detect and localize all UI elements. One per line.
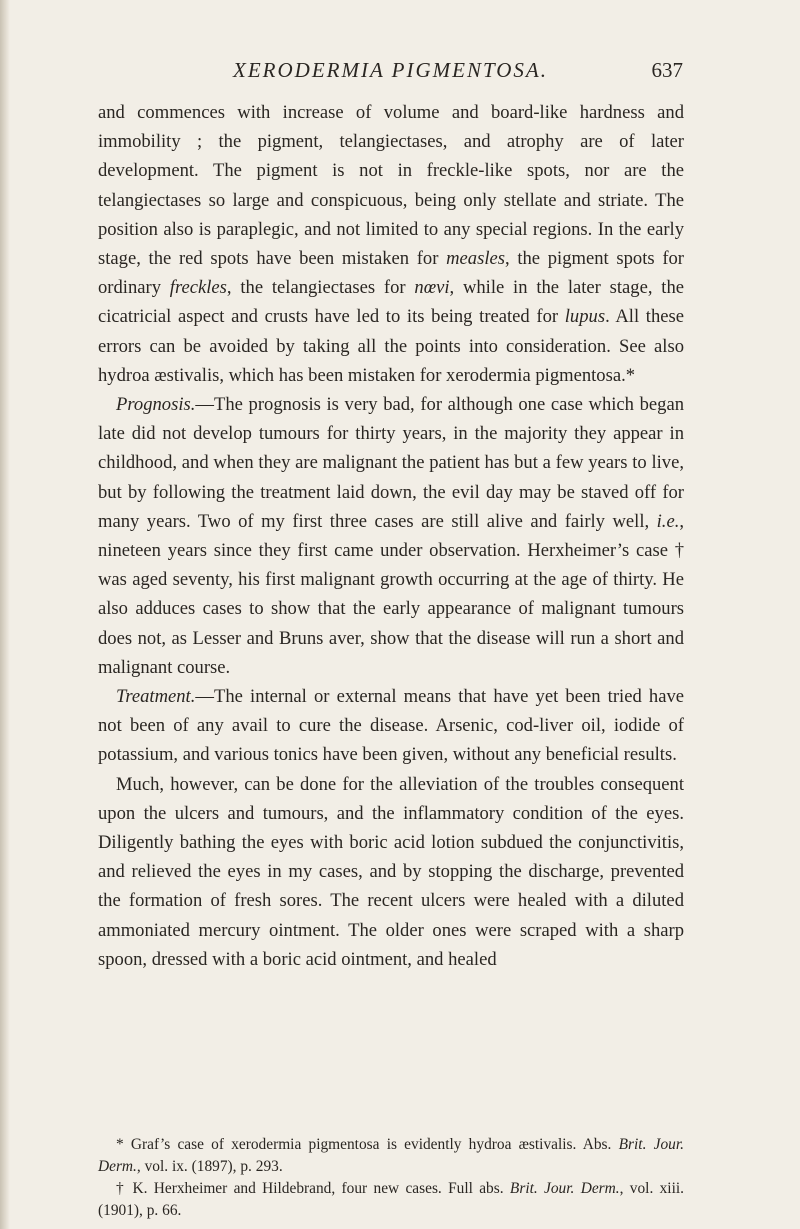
- paragraph-alleviation: Much, however, can be done for the alleviation of the troubles consequent upon the ulcers and tumours, and the inflammatory condition of the eyes. Diligently bathing the eyes with boric acid lotion subdued the conjunctivitis, and relieved the eyes in my cases, and by stopping the discharge, prevented the formation of fresh sores. The recent ulcers were healed with a diluted ammoniated mercury ointment. The older ones were scraped with a sharp spoon, dressed with a boric acid ointment, and healed: [98, 773, 684, 970]
- footnote-asterisk: * Graf’s case of xerodermia pigmentosa is evidently hydroa æstivalis. Abs. Brit. Jour. Derm., vol. ix. (1897), p. 293.: [98, 1136, 684, 1175]
- page-edge-shadow: [0, 0, 10, 1229]
- page-number: 637: [651, 58, 683, 82]
- prognosis-heading: Prognosis.: [116, 394, 196, 416]
- running-title: XERODERMIA PIGMENTOSA.: [233, 58, 549, 82]
- running-header: [233, 58, 683, 88]
- treatment-heading: Treatment.: [116, 686, 196, 708]
- body-text: [98, 98, 684, 974]
- footnote-dagger: † K. Herxheimer and Hildebrand, four new cases. Full abs. Brit. Jour. Derm., vol. xiii. (1901), p. 66.: [98, 1180, 684, 1219]
- paragraph-differential-diagnosis: and commences with increase of volume and board-like hardness and immobility ; the pigment, telangiectases, and atrophy are of later development. The pigment is not in freckle-like spots, nor are the telangiectases so large and conspicuous, being only stellate and striate. The position also is paraplegic, and not limited to any special regions. In the early stage, the red spots have been mistaken for measles, the pigment spots for ordinary freckles, the telangiectases for nœvi, while in the later stage, the cicatricial aspect and crusts have led to its being treated for lupus. All these errors can be avoided by taking all the points into consideration. See also hydroa æstivalis, which has been mistaken for xerodermia pigmentosa.*: [98, 102, 685, 386]
- paragraph-treatment: Treatment.—The internal or external means that have yet been tried have not been of any avail to cure the disease. Arsenic, cod-liver oil, iodide of potassium, and various tonics have been given, without any beneficial results.: [98, 686, 684, 766]
- footnotes: [98, 1134, 684, 1222]
- paragraph-prognosis: Prognosis.—The prognosis is very bad, for although one case which began late did not develop tumours for thirty years, in the majority they appear in childhood, and when they are malignant the patient has but a few years to live, but by following the treatment laid down, the evil day may be staved off for many years. Two of my first three cases are still alive and fairly well, i.e., nineteen years since they first came under observation. Herxheimer’s case † was aged seventy, his first malignant growth occurring at the age of thirty. He also adduces cases to show that the early appearance of malignant tumours does not, as Lesser and Bruns aver, show that the disease will run a short and malignant course.: [98, 394, 684, 678]
